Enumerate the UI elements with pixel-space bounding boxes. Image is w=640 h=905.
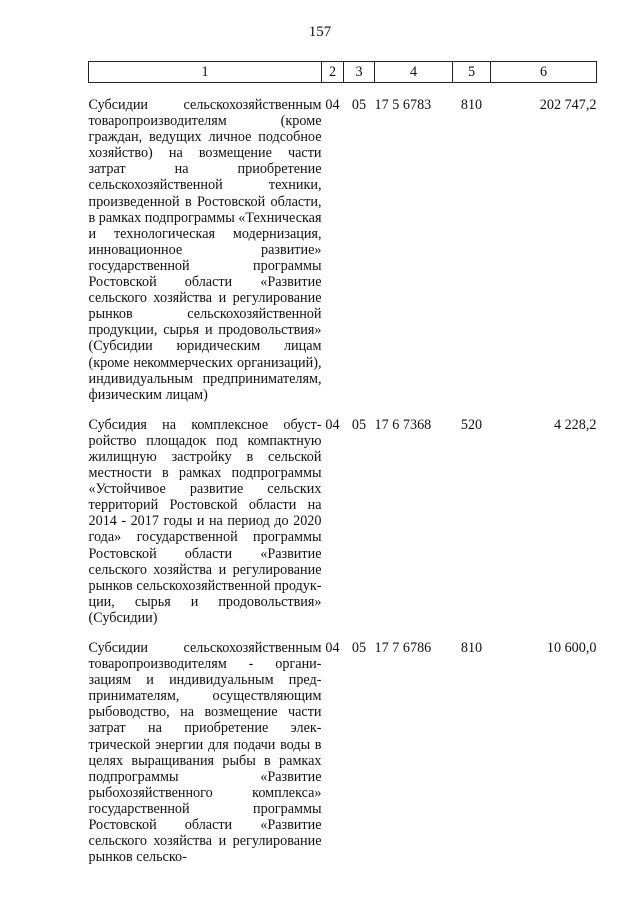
table-row	[89, 97, 597, 403]
row-amount: 10 600,0	[546, 640, 597, 656]
column-header-4: 4	[375, 62, 453, 83]
column-header-1: 1	[89, 62, 322, 83]
row-description: Субсидии сельскохозяйственным товаропроизводителям - организациям и индивидуальным предпринимателям, осуществляющим рыбоводство, на возмещение части затрат на приобретение электрической энергии для подачи воды в целях выращивания рыбы в рамках подпрограммы «Развитие рыбохозяйственного комплекса» государственной программы Ростовской области «Развитие сельского хозяйства и регулирование рынков сельско-	[88, 640, 322, 866]
row-subsection-code: 05	[351, 416, 367, 433]
column-header-5: 5	[453, 62, 491, 83]
row-target-article: 17 5 6783	[374, 97, 432, 113]
row-amount: 4 228,2	[553, 416, 597, 433]
column-header-2: 2	[322, 62, 344, 83]
row-subsection-code: 05	[351, 640, 367, 656]
row-section-code: 04	[325, 640, 340, 656]
table-row	[89, 417, 597, 626]
budget-table	[88, 61, 597, 865]
column-number-row	[89, 62, 597, 83]
row-expense-type: 810	[460, 97, 483, 113]
row-amount: 202 747,2	[539, 97, 597, 113]
row-section-code: 04	[325, 416, 340, 433]
column-header-6: 6	[491, 62, 597, 83]
row-target-article: 17 7 6786	[374, 640, 432, 656]
row-section-code: 04	[325, 97, 340, 113]
row-target-article: 17 6 7368	[374, 416, 432, 433]
row-description: Субсидии сельскохозяйственным товаропроизводителям (кроме граждан, ведущих личное подсобное хозяйство) на возмещение части затрат на приобретение сельскохозяйственной техники, произведенной в Ростовской области, в рамках подпрограммы «Техническая и технологическая модернизация, инновационное развитие» государственной программы Ростовской области «Развитие сельского хозяйства и регулирование рынков сельскохозяйственной продукции, сырья и продовольствия» (Субсидии юридическим лицам (кроме некоммерческих организаций), индивидуальным предпринимателям, физическим лицам)	[88, 97, 322, 403]
table-row	[89, 640, 597, 865]
row-expense-type: 810	[460, 640, 483, 656]
row-description: Субсидия на комплексное обустройство площадок под компактную жилищную застройку в сельской местности в рамках подпрограммы «Устойчивое развитие сельских территорий Ростовской области на 2014 - 2017 годы и на период до 2020 года» государственной программы Ростовской области «Развитие сельского хозяйства и регулирование рынков сельскохозяйственной продукции, сырья и продовольствия» (Субсидии)	[88, 416, 322, 626]
row-subsection-code: 05	[351, 97, 367, 113]
page-number: 157	[308, 24, 332, 40]
column-header-3: 3	[344, 62, 375, 83]
row-expense-type: 520	[460, 416, 483, 433]
